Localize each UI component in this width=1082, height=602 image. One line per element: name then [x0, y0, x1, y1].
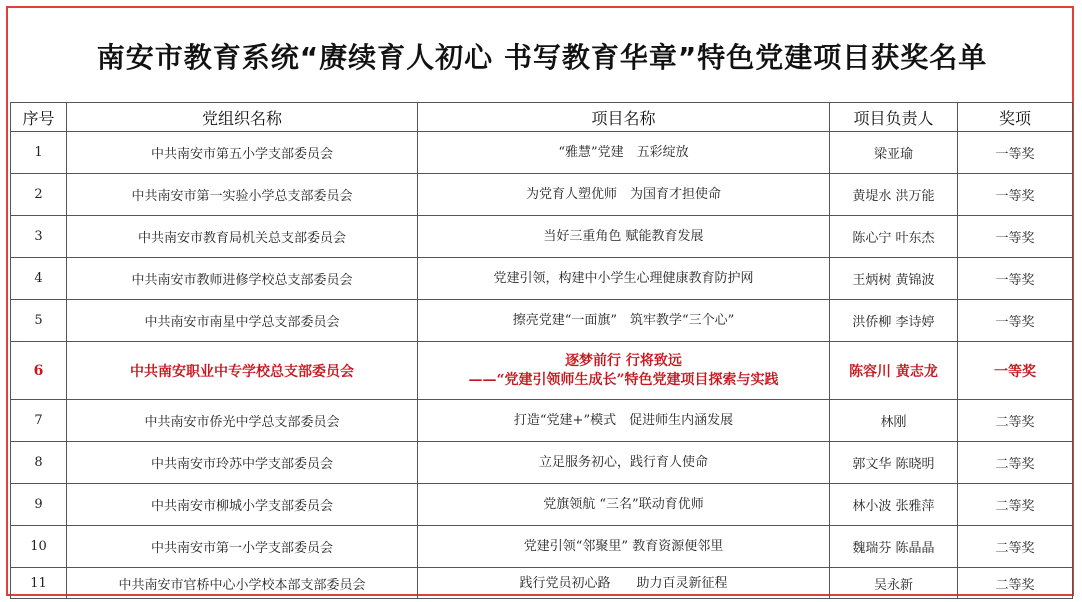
cell-org: 中共南安市官桥中心小学校本部支部委员会 [67, 568, 418, 599]
cell-award: 一等奖 [958, 342, 1073, 400]
project-line: 为党育人塑优师 为国育才担使命 [525, 187, 721, 202]
cell-award: 二等奖 [958, 400, 1073, 442]
table-row [11, 400, 1073, 442]
project-line: 党建引领，构建中小学生心理健康教育防护网 [493, 271, 754, 286]
award-table [10, 102, 1073, 599]
project-line: 当好三重角色 赋能教育发展 [543, 229, 704, 244]
project-line: 擦亮党建“一面旗” 筑牢教学“三个心” [512, 313, 735, 328]
table-row [11, 342, 1073, 400]
table-row [11, 216, 1073, 258]
cell-project [418, 258, 830, 300]
table-row [11, 300, 1073, 342]
cell-org: 中共南安市教育局机关总支部委员会 [67, 216, 418, 258]
header-no: 序号 [11, 103, 67, 132]
cell-no: 4 [11, 258, 67, 300]
table-row [11, 258, 1073, 300]
cell-org: 中共南安市教师进修学校总支部委员会 [67, 258, 418, 300]
cell-award: 二等奖 [958, 568, 1073, 599]
cell-leader: 洪侨柳 李诗婷 [830, 300, 958, 342]
cell-no: 1 [11, 132, 67, 174]
cell-no: 2 [11, 174, 67, 216]
cell-award: 一等奖 [958, 174, 1073, 216]
cell-leader: 梁亚瑜 [830, 132, 958, 174]
cell-project [418, 526, 830, 568]
cell-project [418, 568, 830, 599]
cell-org: 中共南安市侨光中学总支部委员会 [67, 400, 418, 442]
cell-award: 二等奖 [958, 526, 1073, 568]
cell-award: 一等奖 [958, 300, 1073, 342]
cell-project [418, 132, 830, 174]
cell-award: 一等奖 [958, 216, 1073, 258]
table-row [11, 174, 1073, 216]
cell-no: 6 [11, 342, 67, 400]
header-leader: 项目负责人 [830, 103, 958, 132]
project-line: 打造“党建+”模式 促进师生内涵发展 [513, 413, 734, 428]
cell-org: 中共南安市玲苏中学支部委员会 [67, 442, 418, 484]
cell-leader: 黄堤水 洪万能 [830, 174, 958, 216]
cell-leader: 林小波 张雅萍 [830, 484, 958, 526]
cell-project [418, 216, 830, 258]
table-body [11, 132, 1073, 599]
cell-no: 5 [11, 300, 67, 342]
cell-org: 中共南安市柳城小学支部委员会 [67, 484, 418, 526]
project-line: 逐梦前行 行将致远 [565, 352, 682, 369]
cell-project [418, 442, 830, 484]
cell-leader: 王炳树 黄锦波 [830, 258, 958, 300]
table-row [11, 442, 1073, 484]
cell-no: 3 [11, 216, 67, 258]
project-line: ——“党建引领师生成长”特色党建项目探索与实践 [468, 371, 779, 388]
cell-leader: 陈心宁 叶东杰 [830, 216, 958, 258]
cell-no: 11 [11, 568, 67, 599]
header-award: 奖项 [958, 103, 1073, 132]
project-line: 立足服务初心，践行育人使命 [538, 455, 708, 470]
cell-org: 中共南安市第一实验小学总支部委员会 [67, 174, 418, 216]
cell-no: 9 [11, 484, 67, 526]
project-line: 党旗领航 “三名”联动育优师 [543, 497, 704, 512]
cell-project [418, 300, 830, 342]
cell-award: 一等奖 [958, 258, 1073, 300]
project-line: 践行党员初心路 助力百灵新征程 [519, 575, 728, 591]
cell-no: 8 [11, 442, 67, 484]
cell-org: 中共南安市南星中学总支部委员会 [67, 300, 418, 342]
header-org: 党组织名称 [67, 103, 418, 132]
cell-leader: 郭文华 陈晓明 [830, 442, 958, 484]
cell-project [418, 174, 830, 216]
table-row [11, 484, 1073, 526]
cell-project [418, 342, 830, 400]
cell-award: 二等奖 [958, 442, 1073, 484]
cell-leader: 陈容川 黄志龙 [830, 342, 958, 400]
cell-no: 7 [11, 400, 67, 442]
table-row [11, 568, 1073, 599]
table-row [11, 132, 1073, 174]
cell-leader: 魏瑞芬 陈晶晶 [830, 526, 958, 568]
cell-org: 中共南安职业中专学校总支部委员会 [67, 342, 418, 400]
cell-leader: 吴永新 [830, 568, 958, 599]
cell-project [418, 484, 830, 526]
cell-project [418, 400, 830, 442]
cell-org: 中共南安市第一小学支部委员会 [67, 526, 418, 568]
page-title: 南安市教育系统“赓续育人初心 书写教育华章”特色党建项目获奖名单 [96, 41, 988, 74]
cell-award: 一等奖 [958, 132, 1073, 174]
header-project: 项目名称 [418, 103, 830, 132]
cell-no: 10 [11, 526, 67, 568]
project-line: 党建引领“邻聚里” 教育资源便邻里 [523, 539, 724, 554]
table-header-row [11, 103, 1073, 132]
cell-leader: 林刚 [830, 400, 958, 442]
cell-org: 中共南安市第五小学支部委员会 [67, 132, 418, 174]
table-row [11, 526, 1073, 568]
cell-award: 二等奖 [958, 484, 1073, 526]
project-line: “雅慧”党建 五彩绽放 [558, 145, 689, 160]
